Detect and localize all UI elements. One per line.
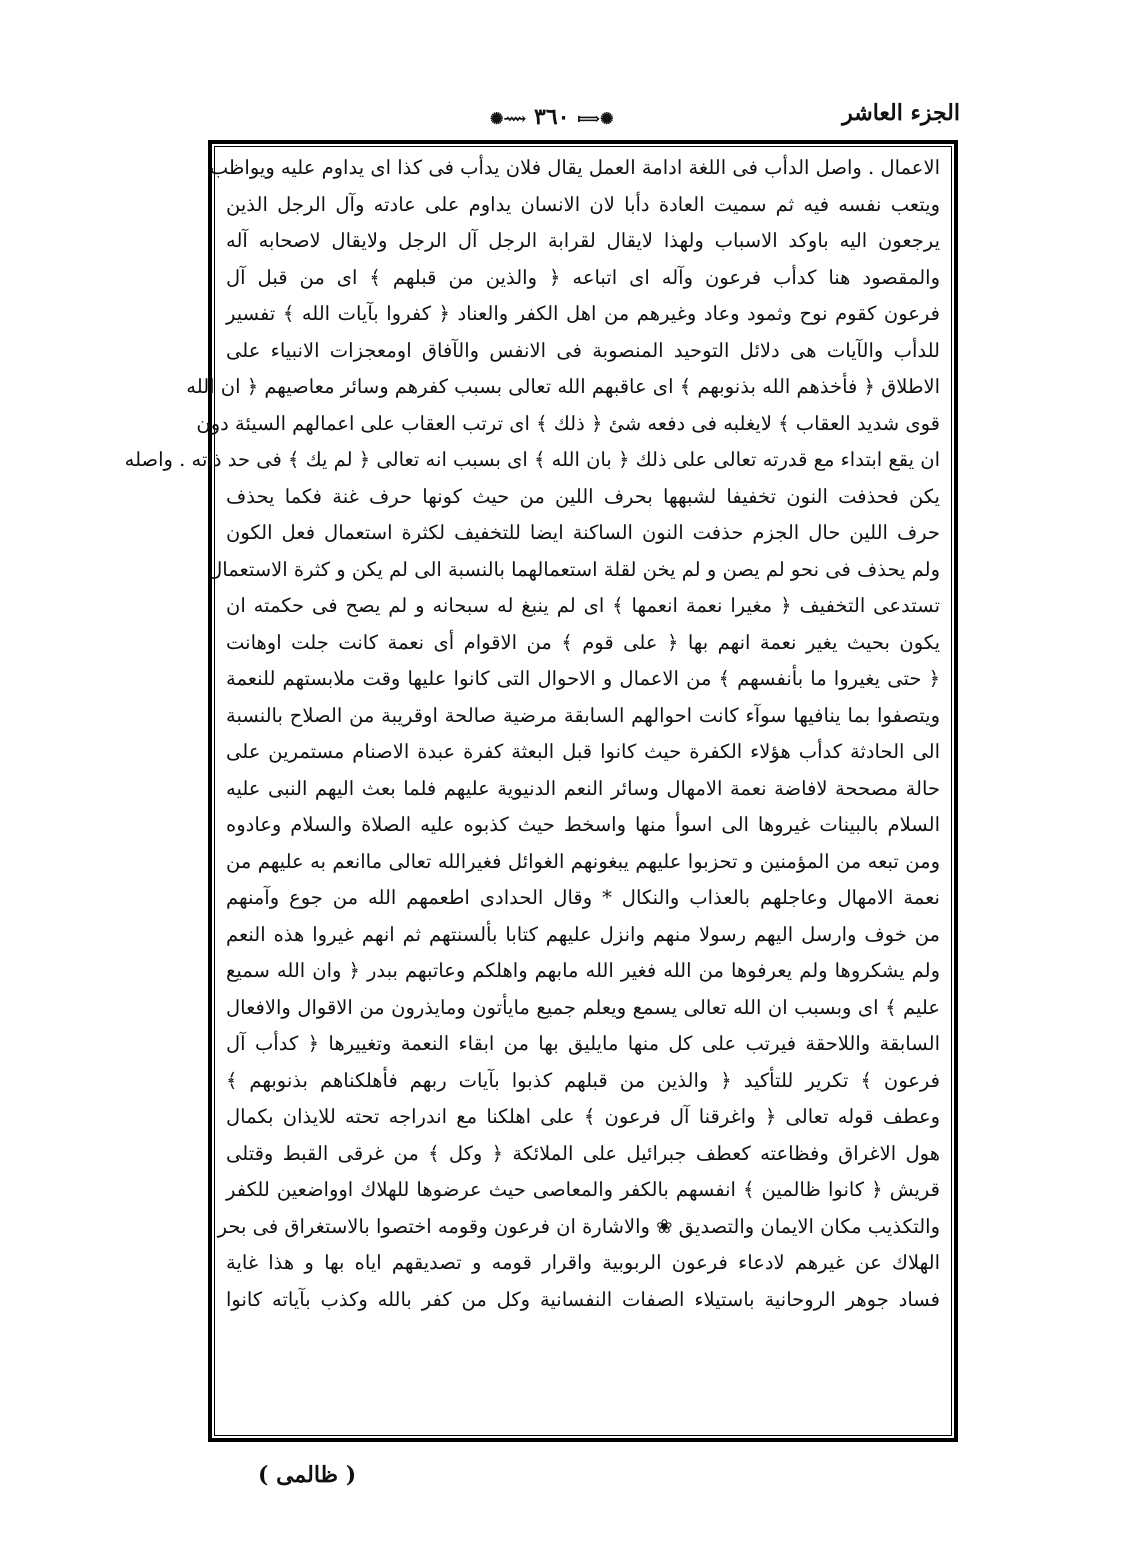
- catchword: ( ظالمى ): [258, 1462, 357, 1488]
- text-line: نعمة الامهال وعاجلهم بالعذاب والنكال * وقال الحدادى اطعمهم الله من جوع وآمنهم: [226, 886, 940, 909]
- text-body: [124, 150, 940, 1430]
- page-header: [160, 96, 960, 136]
- text-line: فرعون كقوم نوح وثمود وعاد وغيرهم من اهل الكفر والعناد ﴿ كفروا بآيات الله ﴾ تفسير: [226, 302, 940, 325]
- ornament-left-icon: ✺⟿: [490, 109, 527, 128]
- text-line: يرجعون اليه باوكد الاسباب ولهذا لايقال لقرابة الرجل آل الرجل ولايقال لاصحابه آله: [226, 229, 940, 252]
- page-number: ٣٦٠: [534, 104, 570, 130]
- text-line: الهلاك عن غيرهم لادعاء فرعون الربوبية واقرار قومه و تصديقهم اياه بها و هذا غاية: [226, 1251, 940, 1274]
- text-line: حالة مصححة لافاضة نعمة الامهال وسائر النعم الدنيوية عليهم فلما بعث اليهم النبى عليه: [226, 776, 940, 800]
- text-line: من خوف وارسل اليهم رسولا منهم وانزل عليهم كتابا بألسنتهم ثم انهم غيروا هذه النعم: [226, 922, 940, 946]
- text-line: عليم ﴾ اى وبسبب ان الله تعالى يسمع ويعلم جميع مايأتون ومايذرون من الاقوال والافعال: [226, 995, 940, 1019]
- text-line: والتكذيب مكان الايمان والتصديق ❀ والاشارة ان فرعون وقومه اختصوا بالاستغراق فى بحر: [217, 1214, 940, 1238]
- text-line: السلام بالبينات غيروها الى اسوأ منها واسخط حيث كذبوه عليه الصلاة والسلام وعادوه: [226, 813, 940, 836]
- text-line: والمقصود هنا كدأب فرعون وآله اى اتباعه ﴿ والذين من قبلهم ﴾ اى من قبل آل: [226, 265, 940, 289]
- text-line: ومن تبعه من المؤمنين و تحزبوا عليهم يبغونهم الغوائل فغيرالله تعالى ماانعم به عليهم من: [226, 849, 940, 873]
- text-line: فساد جوهر الروحانية باستيلاء الصفات النفسانية وكل من كفر بالله وكذب بآياته كانوا: [226, 1287, 940, 1311]
- text-line: ولم يشكروها ولم يعرفوها من الله فغير الله مابهم واهلكم وعاتبهم ببدر ﴿ وان الله سميع: [226, 959, 940, 982]
- text-line: قريش ﴿ كانوا ظالمين ﴾ انفسهم بالكفر والمعاصى حيث عرضوها للهلاك اوواضعين للكفر: [226, 1178, 940, 1201]
- text-line: ويتعب نفسه فيه ثم سميت العادة دأبا لان الانسان يداوم على عادته وآل الرجل الذين: [226, 192, 940, 216]
- text-line: ولم يحذف فى نحو لم يصن و لم يخن لقلة استعمالهما بالنسبة الى لم يكن و كثرة الاستعمال: [208, 557, 940, 581]
- text-line: تستدعى التخفيف ﴿ مغيرا نعمة انعمها ﴾ اى لم ينبغ له سبحانه و لم يصح فى حكمته ان: [226, 594, 940, 617]
- text-line: حرف اللين حال الجزم حذفت النون الساكنة ايضا للتخفيف لكثرة استعمال فعل الكون: [226, 521, 940, 544]
- text-line: الاعمال . واصل الدأب فى اللغة ادامة العمل يقال فلان يدأب فى كذا اى يداوم عليه ويواظب: [209, 156, 940, 179]
- text-line: الى الحادثة كدأب هؤلاء الكفرة حيث كانوا قبل البعثة كفرة عبدة الاصنام مستمرين على: [226, 740, 940, 763]
- text-line: ويتصفوا بما ينافيها سوآء كانت احوالهم السابقة مرضية صالحة اوقريبة من الصلاح بالنسبة: [226, 703, 940, 727]
- text-line: فرعون ﴾ تكرير للتأكيد ﴿ والذين من قبلهم كذبوا بآيات ربهم فأهلكناهم بذنوبهم ﴾: [226, 1068, 940, 1092]
- ornament-right-icon: ⟾✺: [577, 109, 614, 128]
- text-line: ان يقع ابتداء مع قدرته تعالى على ذلك ﴿ بان الله ﴾ اى بسبب انه تعالى ﴿ لم يك ﴾ فى حد ذاته . واصله: [124, 448, 940, 471]
- text-line: السابقة واللاحقة فيرتب على كل منها مايليق بها من ابقاء النعمة وتغييرها ﴿ كدأب آل: [226, 1032, 940, 1055]
- text-line: وعطف قوله تعالى ﴿ واغرقنا آل فرعون ﴾ على اهلكنا مع اندراجه تحته للايذان بكمال: [226, 1105, 940, 1128]
- text-line: الاطلاق ﴿ فأخذهم الله بذنوبهم ﴾ اى عاقبهم الله تعالى بسبب كفرهم وسائر معاصيهم ﴿ ان الله: [186, 375, 940, 398]
- text-line: ﴿ حتى يغيروا ما بأنفسهم ﴾ من الاعمال و الاحوال التى كانوا عليها وقت ملابستهم للنعمة: [226, 667, 940, 690]
- text-line: للدأب والآيات هى دلائل التوحيد المنصوبة فى الانفس والآفاق اومعجزات الانبياء على: [226, 338, 940, 362]
- page-number-block: [490, 104, 613, 130]
- text-line: قوى شديد العقاب ﴾ لايغلبه فى دفعه شئ ﴿ ذلك ﴾ اى ترتب العقاب على اعمالهم السيئة دون: [196, 411, 940, 435]
- text-line: يكون بحيث يغير نعمة انهم بها ﴿ على قوم ﴾ من الاقوام أى نعمة كانت جلت اوهانت: [226, 630, 940, 654]
- part-title: الجزء العاشر: [842, 100, 960, 126]
- text-line: هول الاغراق وفظاعته كعطف جبرائيل على الملائكة ﴿ وكل ﴾ من غرقى القبط وقتلى: [226, 1141, 940, 1165]
- text-line: يكن فحذفت النون تخفيفا لشبهها بحرف اللين من حيث كونها حرف غنة فكما يحذف: [226, 484, 940, 508]
